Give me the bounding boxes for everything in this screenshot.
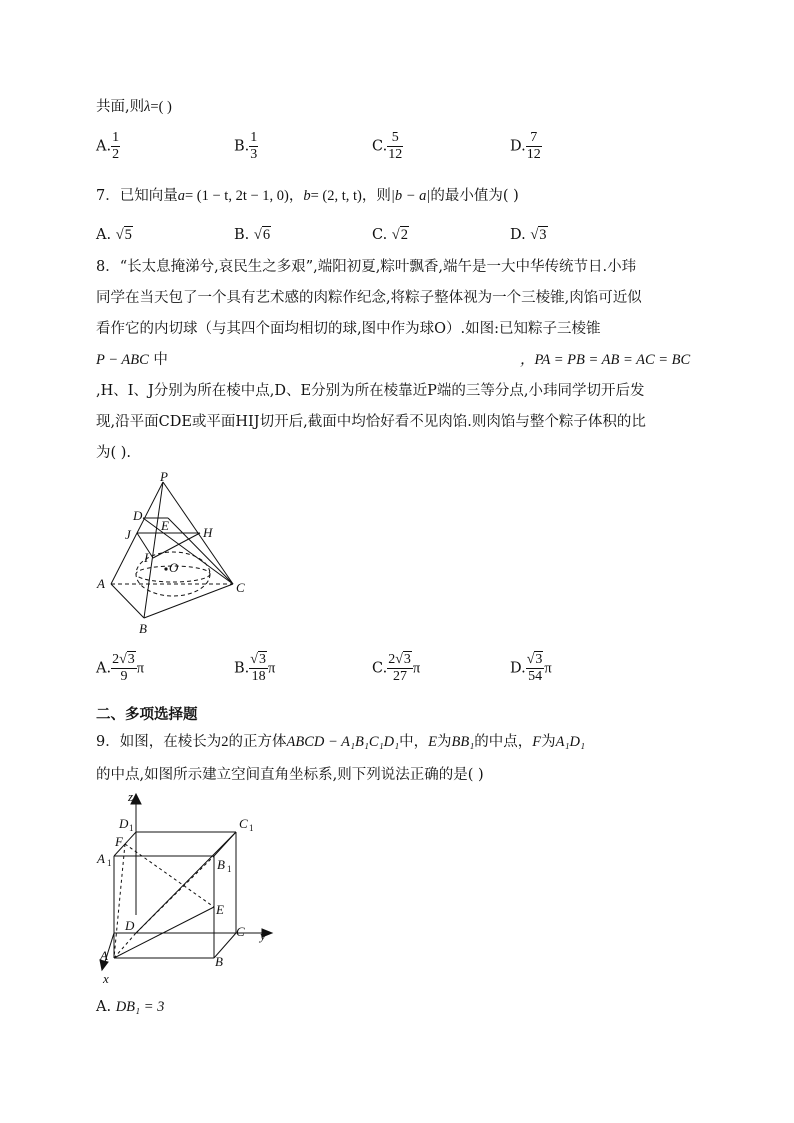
lambda-symbol: λ: [144, 99, 151, 115]
svg-text:1: 1: [107, 858, 112, 868]
label-B1: B: [217, 857, 225, 872]
q8-line-4-left: P − ABC 中: [96, 352, 168, 368]
svg-text:1: 1: [249, 823, 254, 833]
label-z: z: [128, 790, 134, 804]
label-D: D: [125, 918, 135, 933]
label-D1: D: [119, 816, 129, 831]
q9-option-a[interactable]: A. DB₁ = 3: [96, 999, 165, 1015]
q8-line-1: 8．“长太息掩涕兮,哀民生之多艰”,端阳初夏,粽叶飘香,端午是一大中华传统节日.小玮: [96, 259, 637, 275]
label-E: E: [161, 518, 169, 533]
fraction: $\frac{1}{3}$: [250, 130, 258, 162]
q6-option-a[interactable]: A. $\frac{1}{2}$: [96, 130, 120, 162]
q9-line-1: 9．如图，在棱长为2的正方体ABCD − A₁B₁C₁D₁中，E为BB₁的中点，F为A₁D₁: [96, 734, 586, 750]
q8-line-7: 为( ).: [96, 445, 132, 461]
label-E: E: [216, 902, 224, 917]
fraction: $\frac{5}{12}$: [388, 130, 403, 162]
label-x: x: [103, 971, 109, 986]
label-H: H: [203, 525, 213, 540]
label-J: J: [125, 527, 131, 542]
label-P: P: [160, 470, 168, 484]
label-C1: C: [239, 816, 248, 831]
fraction: $\frac{1}{2}$: [112, 130, 120, 162]
label-A1: A: [97, 851, 105, 866]
q8-option-a[interactable]: A. $\frac{2√3}{9}$ π: [96, 652, 145, 684]
q7-option-a[interactable]: A. √5: [96, 227, 132, 243]
q8-option-b[interactable]: B. $\frac{√3}{18}$ π: [234, 652, 276, 684]
svg-text:1: 1: [129, 823, 134, 833]
label-A: A: [100, 948, 108, 963]
label-F: F: [115, 834, 123, 849]
q6-option-b[interactable]: B. $\frac{1}{3}$: [234, 130, 258, 162]
q7-option-d[interactable]: D. √3: [510, 227, 547, 243]
q7-option-b[interactable]: B. √6: [234, 227, 271, 243]
q8-line-3: 看作它的内切球（与其四个面均相切的球,图中作为球O）.如图:已知粽子三棱锥: [96, 321, 601, 337]
cube-figure: [94, 790, 284, 990]
label-O: O: [169, 560, 179, 575]
label-I: I: [144, 550, 149, 565]
label-B: B: [139, 621, 147, 636]
fraction: $\frac{7}{12}$: [526, 130, 541, 162]
label-A: A: [97, 576, 105, 591]
q8-line-2: 同学在当天包了一个具有艺术感的肉粽作纪念,将粽子整体视为一个三棱锥,肉馅可近似: [96, 290, 642, 306]
q8-line-6: 现,沿平面CDE或平面HIJ切开后,截面中均恰好看不见肉馅.则肉馅与整个粽子体积的比: [96, 414, 646, 430]
label-C: C: [236, 580, 245, 595]
label-y: y: [260, 928, 266, 943]
q8-line-4-right: ，PA = PB = AB = AC = BC: [520, 352, 691, 368]
q7-stem: 7．已知向量a= (1 − t, 2t − 1, 0)，b= (2, t, t)，则|b − a|的最小值为( ): [96, 188, 519, 204]
abs-expression: |b − a|: [390, 188, 431, 204]
label-C: C: [236, 924, 245, 939]
q8-line-5: ,H、I、J分别为所在棱中点,D、E分别为所在棱靠近P端的三等分点,小玮同学切开后发: [96, 383, 645, 399]
vector-a: a: [177, 188, 185, 204]
q8-option-c[interactable]: C. $\frac{2√3}{27}$ π: [372, 652, 421, 684]
label-D: D: [133, 508, 143, 523]
q8-option-d[interactable]: D. $\frac{√3}{54}$ π: [510, 652, 552, 684]
svg-text:1: 1: [227, 864, 232, 874]
q6-option-d[interactable]: D. $\frac{7}{12}$: [510, 130, 541, 162]
q6-option-c[interactable]: C. $\frac{5}{12}$: [372, 130, 403, 162]
q6-stem-tail: 共面,则λ=( ): [96, 99, 172, 115]
section-title-multiple-choice: 二、多项选择题: [96, 707, 198, 723]
q9-line-2: 的中点,如图所示建立空间直角坐标系,则下列说法正确的是( ): [96, 767, 484, 783]
q7-option-c[interactable]: C. √2: [372, 227, 409, 243]
label-B: B: [215, 954, 223, 969]
vector-b: b: [303, 188, 311, 204]
pyramid-figure: [94, 470, 264, 640]
